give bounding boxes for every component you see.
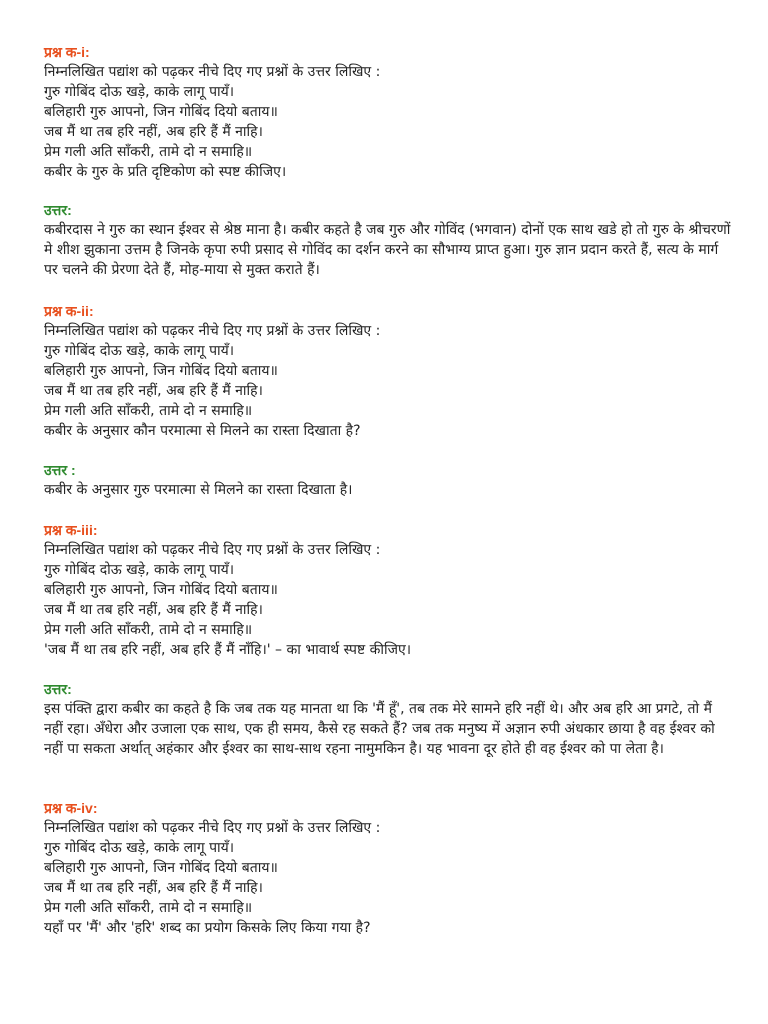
verse-line: बलिहारी गुरु आपनो, जिन गोबिंद दियो बताय॥ (44, 860, 278, 876)
verse-line: जब मैं था तब हरि नहीं, अब हरि हैं मैं नाहि। (44, 124, 263, 140)
question-label: प्रश्न क-iii: (44, 522, 98, 538)
verse-line: प्रेम गली अति साँकरी, तामे दो न समाहि॥ (44, 144, 253, 160)
question-text: कबीर के अनुसार कौन परमात्मा से मिलने का रास्ता दिखाता है? (44, 423, 361, 439)
verse-line: जब मैं था तब हरि नहीं, अब हरि हैं मैं नाहि। (44, 880, 263, 896)
verse-line: गुरु गोबिंद दोऊ खड़े, काके लागू पायँ। (44, 84, 235, 100)
answer-block-3 (44, 679, 734, 759)
question-instruction: निम्नलिखित पद्यांश को पढ़कर नीचे दिए गए प्रश्नों के उत्तर लिखिए : (44, 64, 381, 80)
verse-line: जब मैं था तब हरि नहीं, अब हरि हैं मैं नाहि। (44, 602, 263, 618)
question-instruction: निम्नलिखित पद्यांश को पढ़कर नीचे दिए गए प्रश्नों के उत्तर लिखिए : (44, 820, 381, 836)
question-block-1 (44, 42, 734, 182)
question-label: प्रश्न क-ii: (44, 303, 94, 319)
answer-label: उत्तर: (44, 681, 72, 697)
verse-line: जब मैं था तब हरि नहीं, अब हरि हैं मैं नाहि। (44, 383, 263, 399)
answer-text: कबीरदास ने गुरु का स्थान ईश्वर से श्रेष्ठ माना है। कबीर कहते है जब गुरु और गोविंद (भगवान) दोनों एक साथ खडे हो तो गुरु के श्रीचरणों मे शीश झुकाना उत्तम है जिनके कृपा रुपी प्रसाद से गोविंद का दर्शन करने का सौभाग्य प्राप्त हुआ। गुरु ज्ञान प्रदान करते हैं, सत्य के मार्ग पर चलने की प्रेरणा देते हैं, मोह-माया से मुक्त कराते हैं। (44, 222, 731, 278)
answer-text: इस पंक्ति द्वारा कबीर का कहते है कि जब तक यह मानता था कि 'मैं हूँ', तब तक मेरे सामने हरि नहीं थे। और अब हरि आ प्रगटे, तो मैं नहीं रहा। अँधेरा और उजाला एक साथ, एक ही समय, कैसे रह सकते हैं? जब तक मनुष्य में अज्ञान रुपी अंधकार छाया है वह ईश्वर को नहीं पा सकता अर्थात् अहंकार और ईश्वर का साथ-साथ रहना नामुमकिन है। यह भावना दूर होते ही वह ईश्वर को पा लेता है। (44, 701, 715, 757)
answer-text: कबीर के अनुसार गुरु परमात्मा से मिलने का रास्ता दिखाता है। (44, 482, 353, 498)
verse-line: प्रेम गली अति साँकरी, तामे दो न समाहि॥ (44, 900, 253, 916)
question-instruction: निम्नलिखित पद्यांश को पढ़कर नीचे दिए गए प्रश्नों के उत्तर लिखिए : (44, 542, 381, 558)
verse-line: प्रेम गली अति साँकरी, तामे दो न समाहि॥ (44, 622, 253, 638)
verse-line: गुरु गोबिंद दोऊ खड़े, काके लागू पायँ। (44, 343, 235, 359)
verse-line: गुरु गोबिंद दोऊ खड़े, काके लागू पायँ। (44, 840, 235, 856)
question-text: 'जब मैं था तब हरि नहीं, अब हरि हैं मैं नाँहि।' – का भावार्थ स्पष्ट कीजिए। (44, 642, 412, 658)
question-block-4 (44, 798, 734, 938)
question-block-2 (44, 301, 734, 441)
question-text: यहाँ पर 'मैं' और 'हरि' शब्द का प्रयोग किसके लिए किया गया है? (44, 920, 371, 936)
verse-line: बलिहारी गुरु आपनो, जिन गोबिंद दियो बताय॥ (44, 363, 278, 379)
answer-block-2 (44, 460, 734, 500)
answer-block-1 (44, 200, 734, 280)
answer-label: उत्तर: (44, 202, 72, 218)
verse-line: बलिहारी गुरु आपनो, जिन गोबिंद दियो बताय॥ (44, 104, 278, 120)
verse-line: गुरु गोबिंद दोऊ खड़े, काके लागू पायँ। (44, 562, 235, 578)
question-block-3 (44, 520, 734, 660)
answer-label: उत्तर : (44, 462, 76, 478)
question-instruction: निम्नलिखित पद्यांश को पढ़कर नीचे दिए गए प्रश्नों के उत्तर लिखिए : (44, 323, 381, 339)
question-label: प्रश्न क-i: (44, 44, 90, 60)
question-label: प्रश्न क-iv: (44, 800, 98, 816)
verse-line: प्रेम गली अति साँकरी, तामे दो न समाहि॥ (44, 403, 253, 419)
question-text: कबीर के गुरु के प्रति दृष्टिकोण को स्पष्ट कीजिए। (44, 164, 287, 180)
verse-line: बलिहारी गुरु आपनो, जिन गोबिंद दियो बताय॥ (44, 582, 278, 598)
